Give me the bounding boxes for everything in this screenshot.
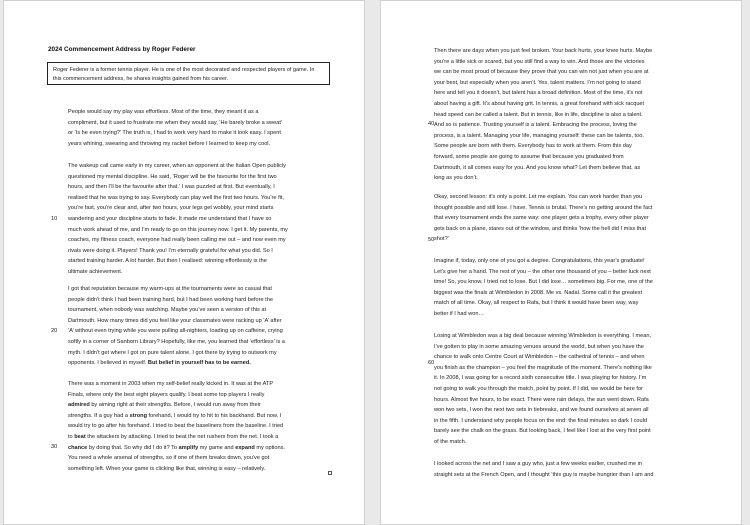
line-number-30: 30 xyxy=(51,444,58,450)
document-title: 2024 Commencement Address by Roger Federer xyxy=(48,46,196,53)
emphasis-word: expand xyxy=(235,444,255,451)
text-run: my options. You need a whole arsenal of strengths, so if one of them breaks down, you’ve got something left. When your game is clicking like that, winning is easy – relatively. xyxy=(68,444,285,472)
paragraph-only-a-point: Okay, second lesson: it’s only a point. Let me explain. You can work harder than you thought possible and still lose. I have. Tennis is brutal. There’s no getting around the fact that every tournament ends the same way: one player gets a trophy, every other player gets back on a plane, stares out of the window, and thinks ‘how the hell did I miss that shot?’ xyxy=(434,194,653,243)
paragraph-effortless: People would say my play was effortless. Most of the time, they meant it as a compliment, but it used to frustrate me when they would say, ‘He barely broke a sweat’ or ‘Is he even trying?’ The truth is, I had to work very hard to make it look easy. I spent years whining, swearing and throwing my racket before I learned to keep my cool. xyxy=(68,109,283,147)
paragraph-imagine: Imagine if, today, only one of you got a degree. Congratulations, this year’s graduate! Let’s give her a hand. The rest of you – the other one thousand of you – better luck next time! So, you know, I tried not to lose. But I did lose… sometimes big. For me, one of the biggest was the finals at Wimbledon in 2008. Me vs. Nadal. Some call it the greatest match of all time. Okay, all respect to Rafa, but I think it would have been way, way better if I had won… xyxy=(434,258,653,317)
emphasis-word: amplify xyxy=(178,444,199,451)
text-run: There was a moment in 2003 when my self-belief really kicked in. It was at the ATP Finals, where only the best eight players qualify. I beat some top players I really xyxy=(68,381,274,398)
emphasis-word: chance xyxy=(68,444,88,451)
paragraph-reputation-text: I got that reputation because my warm-ups at the tournaments were so casual that people didn’t think I had been training hard, but I had been working hard before the tournament, when nobody was watching. Maybe you’ve seen a version of this at Dartmouth. How many times did you feel like your classmates were racking up ‘A’ after ‘A’ without even trying while you were pulling all-nighters, loading up on caffeine, crying softly in a corner of Sanborn Library? Hopefully, like me, you learned that ‘effortless’ is a myth. I didn’t get where I got on pure talent alone. I got there by trying to outwork my opponents. I believed in myself. xyxy=(68,286,285,367)
line-number-60: 60 xyxy=(428,360,435,366)
text-run: my game and xyxy=(198,444,236,451)
text-run: forehand, I would try to hit to his backhand. But now, I would try to go after his forehand. I tried to beat the baseliners from the baseline. I tried to xyxy=(68,412,284,440)
paragraph-across-the-net: I looked across the net and I saw a guy who, just a few weeks earlier, crushed me in straight sets at the French Open, and I thought ‘this guy is maybe hungrier than I am and xyxy=(434,461,654,478)
paragraph-reputation xyxy=(68,284,336,369)
right-page xyxy=(380,0,742,525)
line-number-40: 40 xyxy=(428,121,435,127)
belief-earned-sentence: But belief in yourself has to be earned. xyxy=(147,360,251,367)
paragraph-wimbledon-loss: Losing at Wimbledon was a big deal because winning Wimbledon is everything. I mean, I’ve gotten to play in some amazing venues around the world, but when you have the chance to walk onto Centre Court at Wimbledon – the cathedral of tennis – and when you finish as the champion – you feel the magnitude of the moment. There’s nothing like it. In 2008, I was going for a record sixth consecutive title. I was playing for history. I’m not going to walk you through the match, point by point. If I did, we would be here for hours. Almost five hours, to be exact. There were rain delays, the sun went down. Rafa won two sets, I won the next two sets in tiebreaks, and we found ourselves at seven all in the fifth. I understand why people focus on the end: the final minutes so dark I could barely see the chalk on the grass. But looking back, I feel like I lost at the very first point of the match. xyxy=(434,333,652,445)
paragraph-2003-finals xyxy=(68,379,336,474)
intro-box: Roger Federer is a former tennis player. He is one of the most decorated and respected players of game. In this commencement address, he shares insights gained from his career. xyxy=(47,62,330,85)
emphasis-word: beat xyxy=(74,433,86,440)
paragraph-broken-days: Then there are days when you just feel broken. Your back hurts, your knee hurts. Maybe you’re a little sick or scared, but you still find a way to win. And those are the victories we can be most proud of because they prove that you can win not just when you are at your best, but especially when you aren’t. Yes, talent matters. I’m not going to stand here and tell you it doesn’t, but talent has a broad definition. Most of the time, it’s not about having a gift. It’s about having grit. In tennis, a great forehand with sick racquet head speed can be called a talent. But in tennis, like in life, discipline is also a talent. And so is patience. Trusting yourself is a talent. Embracing the process, loving the process, is a talent. Managing your life, managing yourself: these can be talents, too. Some people are born with them. Everybody has to work at them. From this day forward, some people are going to assume that because you graduated from Dartmouth, it all comes easy for you. And you know what? Let them believe that, as long as you don’t. xyxy=(434,48,653,182)
page-corner-marker xyxy=(328,471,332,475)
emphasis-word: strong xyxy=(129,412,147,419)
line-number-10: 10 xyxy=(51,216,58,222)
left-page xyxy=(3,0,365,525)
text-run: by doing that. So why did I do it? To xyxy=(87,444,179,451)
text-run: the attackers by attacking. I tried to beat the net rushers from the net. I took a xyxy=(87,433,279,440)
line-number-50: 50 xyxy=(428,237,435,243)
emphasis-word: admired xyxy=(68,402,90,409)
paragraph-wakeup-call: The wakeup call came early in my career, when an opponent at the Italian Open publicly questioned my mental discipline. He said, ‘Roger will be the favourite for the first two hours, and then I’ll be the favourite after that.’ I was puzzled at first. But eventually, I realised that he was trying to say. Everybody can play well the first two hours. You’re fit, you’re fast, you’re clear and, after two hours, your legs get wobbly, your mind starts wandering and your discipline starts to fade. It made me understand that I have so much work ahead of me, and I’m ready to go on this journey now. I get it. My parents, my coaches, my fitness coach, everyone had really been calling me out – and now even my rivals were doing it. Players! Thank you! I’m eternally grateful for what you did. So I started training harder. A lot harder. But then I realised: winning effortlessly is the ultimate achievement. xyxy=(68,163,288,275)
line-number-20: 20 xyxy=(51,328,58,334)
text-run: by aiming right at their strengths. Before, I would run away from their strengths. If a guy had a xyxy=(68,402,261,419)
